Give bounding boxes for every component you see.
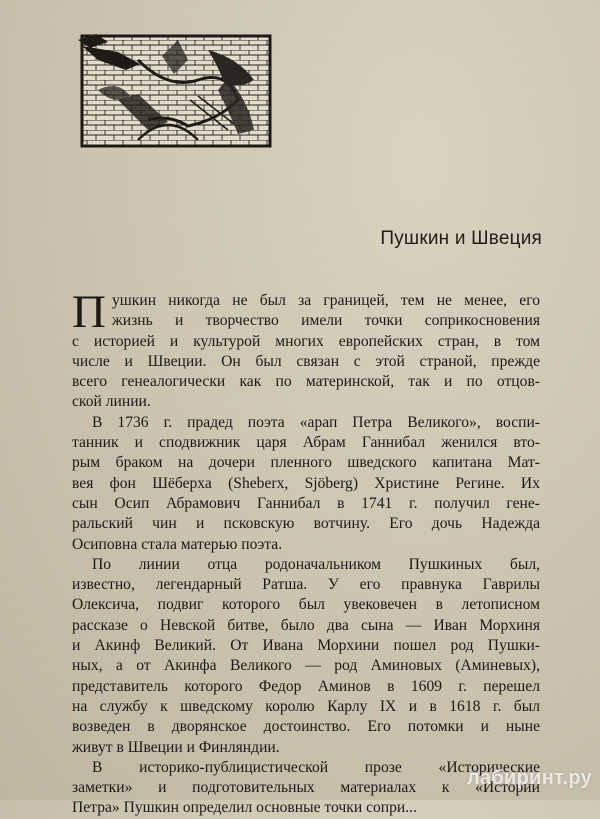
drop-cap: П — [72, 286, 106, 338]
text-line: В историко-публицистической прозе «Исторические — [92, 758, 540, 776]
text-line: ушкин никогда не был за границей, тем не менее, его — [112, 292, 540, 309]
text-line: Олексича, подвиг которого был увековечен в летописном — [72, 596, 540, 614]
text-line: известно, легендарный Ратша. У его правнука Гаврилы — [72, 576, 540, 594]
text-line: возведен в дворянское достоинство. Его потомки и ныне — [72, 718, 540, 736]
text-line: всего генеалогически как по материнской, так и по отцов- — [72, 373, 540, 391]
text-line: с историей и культурой многих европейских стран, в том — [72, 332, 540, 350]
text-line: Петра» Пушкин определил основные точки сопри... — [72, 799, 417, 817]
text-line: сын Осип Абрамович Ганнибал в 1741 г. получил гене- — [72, 494, 540, 512]
engraved-vignette-image — [78, 30, 274, 150]
text-line: числе и Швеции. Он был связан с этой страной, прежде — [72, 352, 540, 370]
text-line: заметки» и подготовительных материалах к «Истории — [72, 779, 540, 797]
text-line: По линии отца родоначальником Пушкиных был, — [92, 555, 540, 573]
paragraph — [72, 555, 540, 758]
text-line: рым браком на дочери пленного шведского капитана Мат- — [72, 454, 540, 472]
text-line: и Акинф Великий. От Ивана Морхини пошел род Пушки- — [72, 637, 540, 655]
text-line: рассказе о Невской битве, было два сына — Иван Морхиня — [72, 616, 540, 634]
text-line: Осиповна стала матерью поэта. — [72, 535, 283, 553]
text-line: ных, а от Акинфа Великого — род Аминовых (Аминевых), — [72, 657, 540, 675]
paragraph — [72, 286, 540, 413]
watermark-text: лабиринт.ру — [466, 767, 592, 789]
chapter-title: Пушкин и Швеция — [380, 228, 542, 249]
text-line: жизнь и творчество имели точки соприкосновения — [112, 312, 540, 330]
text-line: на службу к шведскому королю Карлу IX и в 1618 г. был — [72, 697, 540, 715]
text-line: В 1736 г. прадед поэта «арап Петра Великого», воспи- — [92, 413, 540, 431]
text-line: танник и сподвижник царя Абрам Ганнибал женился вто- — [72, 434, 540, 452]
text-line: вея фон Шёберха (Sheberx, Sjöberg) Христине Регине. Их — [72, 474, 540, 492]
text-line: живут в Швеции и Финляндии. — [72, 738, 280, 756]
text-line: ральский чин и псковскую вотчину. Его дочь Надежда — [72, 515, 540, 533]
text-line: представитель которого Федор Аминов в 1609 г. перешел — [72, 677, 540, 695]
paragraph — [72, 413, 540, 555]
text-line: ской линии. — [72, 393, 151, 411]
body-text — [72, 286, 540, 819]
